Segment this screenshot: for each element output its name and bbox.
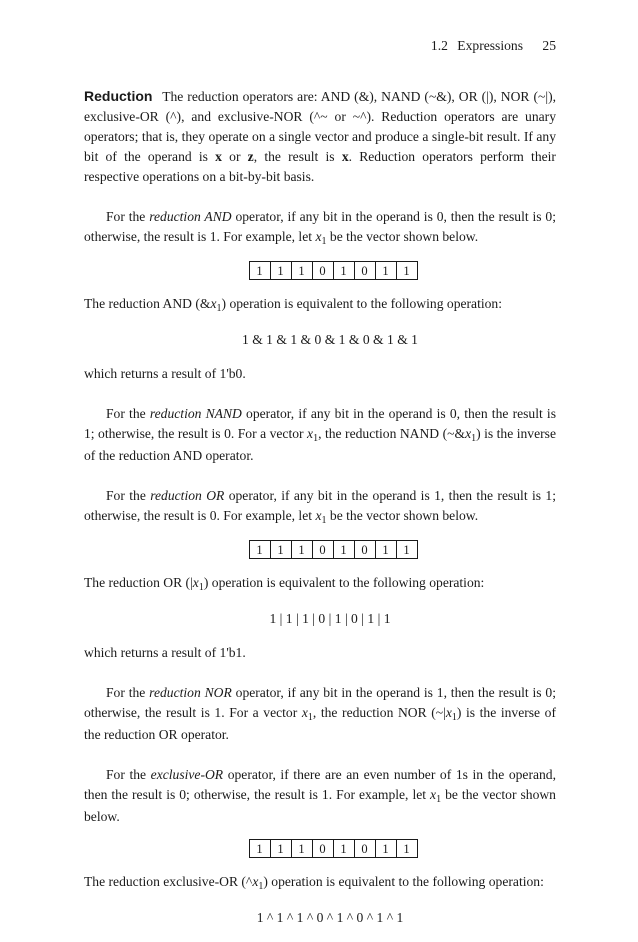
- bit-cell: 1: [249, 262, 270, 280]
- bit-cell: 1: [333, 840, 354, 858]
- bit-cell: 1: [396, 541, 417, 559]
- bit-cell: 1: [270, 262, 291, 280]
- bit-cell: 0: [312, 262, 333, 280]
- page-number: 25: [542, 38, 556, 53]
- or-expression: 1 | 1 | 1 | 0 | 1 | 0 | 1 | 1: [269, 611, 391, 626]
- bit-cell: 1: [270, 840, 291, 858]
- bit-vector-3: [84, 839, 556, 858]
- running-header: [431, 36, 556, 56]
- bit-cell: 1: [375, 840, 396, 858]
- nor-paragraph: For the reduction NOR operator, if any bit in the operand is 1, then the result is 0; otherwise, the result is 1. For a vector $x_1$, the reduction NOR $(\sim|x_1)$ is the inverse of the reduction OR operator.: [84, 685, 556, 742]
- section-number: 1.2: [430, 38, 448, 53]
- runin-heading: Reduction: [84, 88, 153, 104]
- bit-cell: 1: [270, 541, 291, 559]
- nand-paragraph: For the reduction NAND operator, if any bit in the operand is 0, then the result is 1; otherwise, the result is 0. For a vector $x_1$, the reduction NAND $(\sim\&x_1)$ is the inverse of the reduction AND operator.: [84, 406, 557, 463]
- or-result: which returns a result of 1'b1.: [84, 645, 246, 660]
- bit-cell: 0: [354, 840, 375, 858]
- xor-expression: 1 ^ 1 ^ 1 ^ 0 ^ 1 ^ 0 ^ 1 ^ 1: [256, 910, 404, 925]
- bit-cell: 1: [333, 262, 354, 280]
- bit-cell: 1: [249, 840, 270, 858]
- or-equivalence: The reduction OR $(|x_1)$ operation is equivalent to the following operation:: [84, 575, 485, 593]
- bit-vector-2: [84, 540, 556, 559]
- xor-paragraph: For the exclusive-OR operator, if there are an even number of 1s in the operand, then the result is 0; otherwise, the result is 1. For example, let $x_1$ be the vector shown below.: [84, 767, 556, 824]
- bit-cell: 1: [291, 262, 312, 280]
- bit-cell: 1: [396, 840, 417, 858]
- bit-cell: 1: [396, 262, 417, 280]
- section-title: Expressions: [457, 38, 523, 53]
- intro-paragraph: Reduction The reduction operators are: AND (&), NAND (~&), OR (|), NOR (~|), exclusive-OR (^), and exclusive-NOR (^~ or ~^). Reduction operators are unary operators; that is, they operate on a single vector and produce a single-bit result. If any bit of the operand is x or z, the result is x. Reduction operators perform their respective operations on a bit-by-bit basis.: [84, 88, 556, 184]
- bit-vector-1: [84, 261, 556, 280]
- bit-cell: 1: [333, 541, 354, 559]
- page-body: [84, 86, 556, 942]
- bit-cell: 0: [354, 262, 375, 280]
- bit-cell: 1: [249, 541, 270, 559]
- xor-equivalence: The reduction exclusive-OR $(\^{}x_1)$ operation is equivalent to the following operation:: [84, 874, 544, 892]
- and-equivalence: The reduction AND $(\&x_1)$ operation is equivalent to the following operation:: [84, 296, 503, 314]
- bit-cell: 1: [375, 262, 396, 280]
- and-result: which returns a result of 1'b0.: [84, 366, 246, 381]
- or-paragraph: For the reduction OR operator, if any bit in the operand is 1, then the result is 1; otherwise, the result is 0. For example, let $x_1$ be the vector shown below.: [84, 488, 556, 526]
- and-paragraph: For the reduction AND operator, if any bit in the operand is 0, then the result is 0; otherwise, the result is 1. For example, let $x_1$ be the vector shown below.: [84, 209, 557, 247]
- bit-cell: 1: [291, 840, 312, 858]
- bit-cell: 0: [312, 840, 333, 858]
- bit-cell: 0: [354, 541, 375, 559]
- bit-cell: 0: [312, 541, 333, 559]
- bit-cell: 1: [291, 541, 312, 559]
- and-expression: 1 & 1 & 1 & 0 & 1 & 0 & 1 & 1: [242, 332, 418, 347]
- bit-cell: 1: [375, 541, 396, 559]
